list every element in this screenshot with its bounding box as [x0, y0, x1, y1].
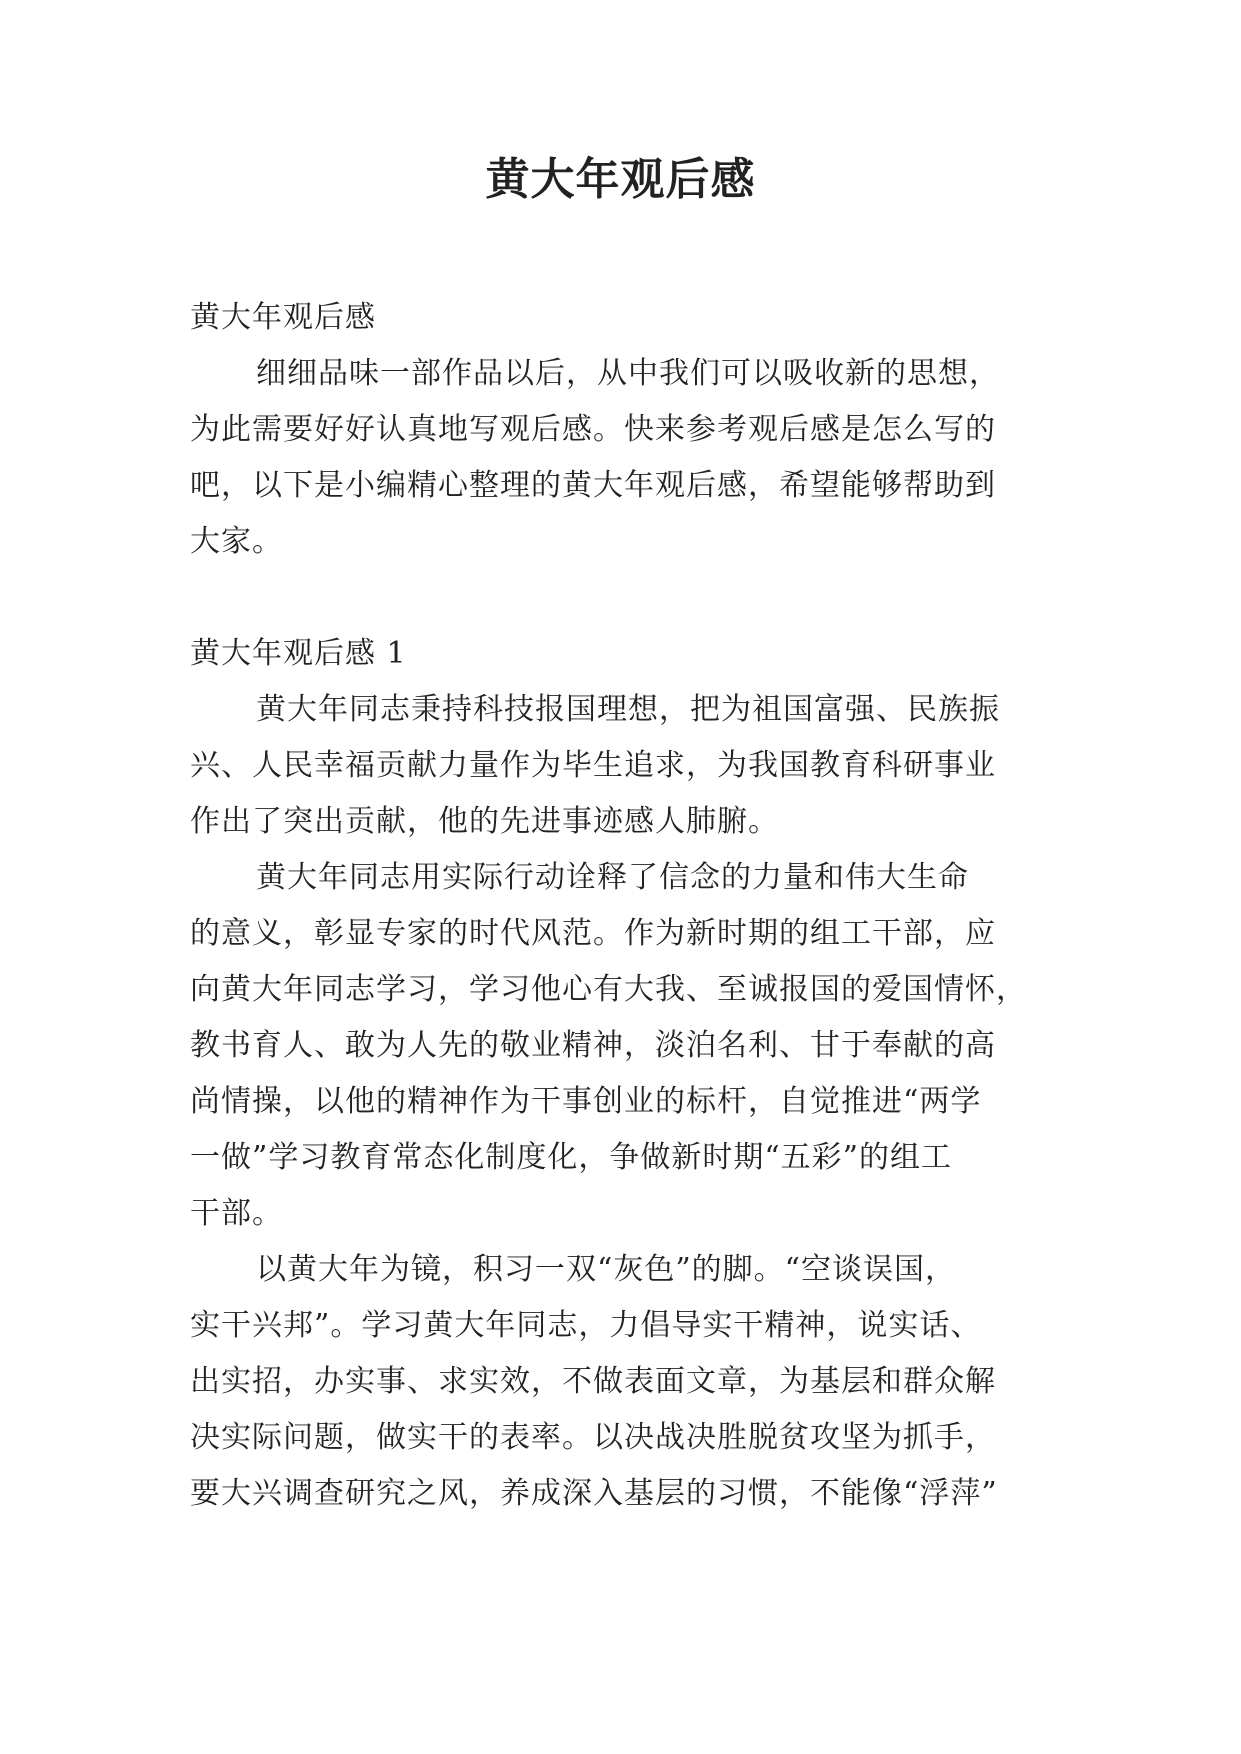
- paragraph-line: 一做”学习教育常态化制度化，争做新时期“五彩”的组工: [190, 1140, 953, 1175]
- document-title: 黄大年观后感: [485, 154, 756, 205]
- paragraph-line: 以黄大年为镜，积习一双“灰色”的脚。“空谈误国，: [256, 1252, 957, 1287]
- paragraph-line: 尚情操，以他的精神作为干事创业的标杆，自觉推进“两学: [190, 1084, 982, 1119]
- paragraph-line: 作出了突出贡献，他的先进事迹感人肺腑。: [190, 804, 779, 839]
- intro-line: 大家。: [190, 524, 283, 559]
- paragraph-line: 黄大年同志用实际行动诠释了信念的力量和伟大生命: [256, 860, 969, 895]
- paragraph-line: 干部。: [190, 1196, 283, 1231]
- paragraph-line: 要大兴调查研究之风，养成深入基层的习惯，不能像“浮萍”: [190, 1476, 998, 1511]
- document-body: [190, 290, 1054, 1522]
- paragraph-line: 教书育人、敢为人先的敬业精神，淡泊名利、甘于奉献的高: [190, 1028, 996, 1063]
- intro-line: 为此需要好好认真地写观后感。快来参考观后感是怎么写的: [190, 412, 996, 447]
- intro-line: 吧，以下是小编精心整理的黄大年观后感，希望能够帮助到: [190, 468, 996, 503]
- paragraph-line: 黄大年同志秉持科技报国理想，把为祖国富强、民族振: [256, 692, 1000, 727]
- paragraph-line: 实干兴邦”。学习黄大年同志，力倡导实干精神，说实话、: [190, 1308, 982, 1343]
- paragraph-line: 决实际问题，做实干的表率。以决战决胜脱贫攻坚为抓手，: [190, 1420, 996, 1455]
- section-heading: 黄大年观后感 1: [190, 636, 407, 671]
- intro-line: 细细品味一部作品以后，从中我们可以吸收新的思想，: [256, 356, 1000, 391]
- section-spacer: [190, 570, 1054, 626]
- paragraph-line: 兴、人民幸福贡献力量作为毕生追求，为我国教育科研事业: [190, 748, 996, 783]
- intro-heading: 黄大年观后感: [190, 300, 376, 335]
- paragraph-line: 出实招，办实事、求实效，不做表面文章，为基层和群众解: [190, 1364, 996, 1399]
- paragraph-line: 的意义，彰显专家的时代风范。作为新时期的组工干部，应: [190, 916, 996, 951]
- paragraph-line: 向黄大年同志学习，学习他心有大我、至诚报国的爱国情怀，: [190, 972, 1027, 1007]
